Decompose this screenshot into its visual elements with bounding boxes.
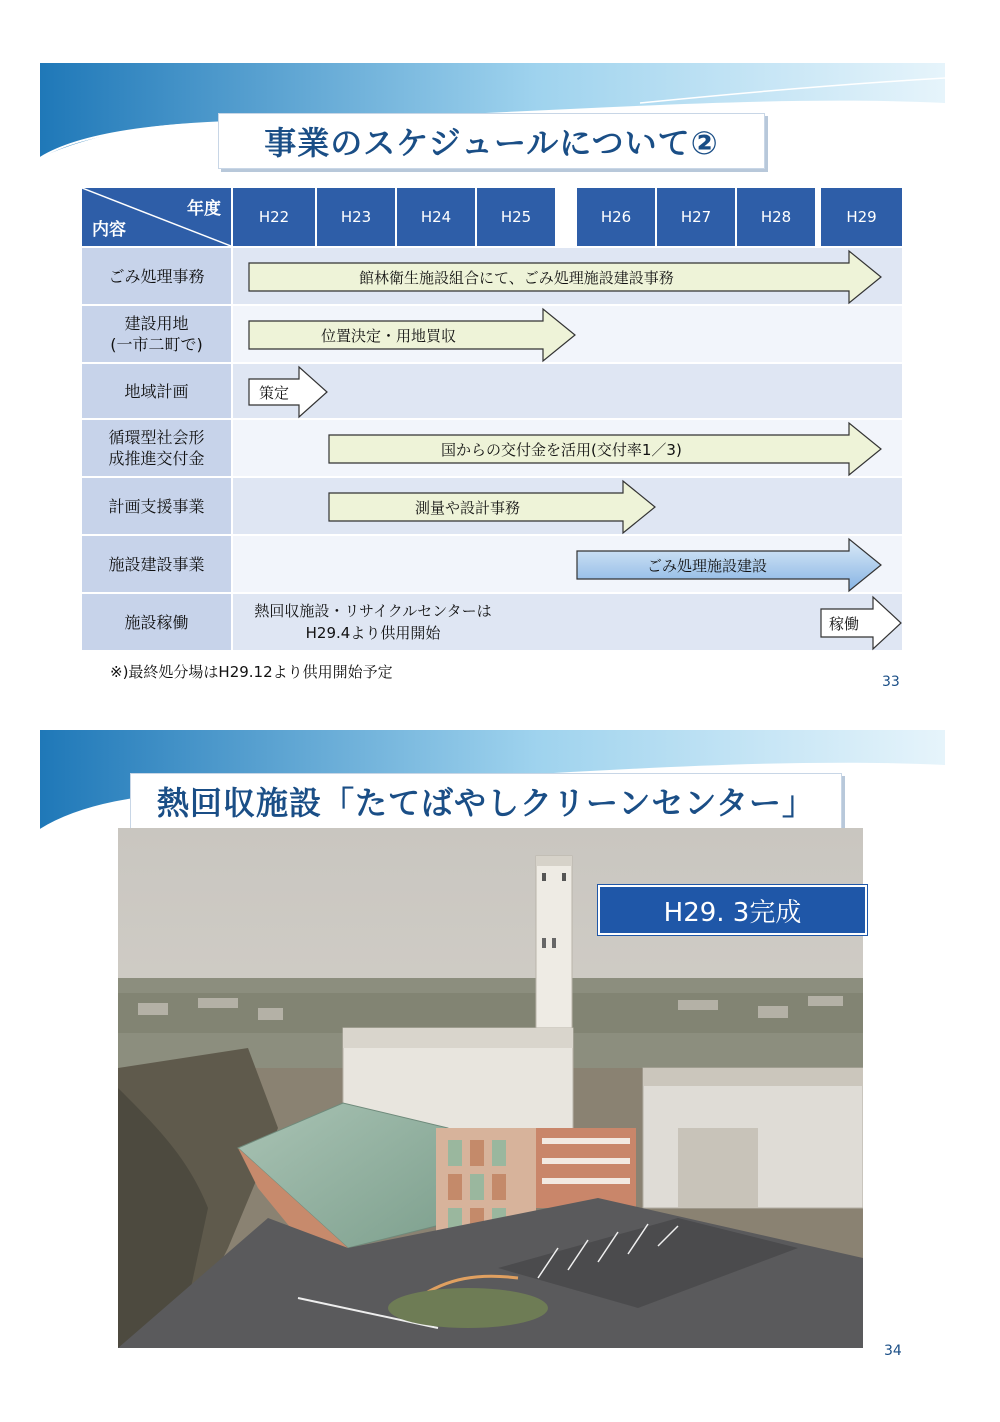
arrow-label: 館林衛生施設組合にて、ごみ処理施設建設事務	[359, 268, 674, 287]
row-label: 施設稼働	[82, 594, 231, 652]
slide-title: 事業のスケジュールについて②	[264, 124, 719, 162]
row-label: ごみ処理事務	[82, 248, 231, 306]
schedule-arrow	[329, 481, 655, 533]
footnote: ※)最終処分場はH29.12より供用開始予定	[110, 663, 393, 681]
slide-title: 熱回収施設「たてばやしクリーンセンター」	[156, 784, 816, 822]
corner-year-label: 年度	[187, 199, 221, 219]
schedule-arrow	[249, 251, 881, 303]
year-header-h24: H24	[395, 188, 475, 246]
row-timeline	[233, 478, 902, 536]
page-number: 33	[882, 674, 900, 690]
row-label: 施設建設事業	[82, 536, 231, 594]
year-header-h27: H27	[655, 188, 735, 246]
table-row	[82, 420, 902, 478]
arrow-label: ごみ処理施設建設	[647, 556, 768, 575]
schedule-arrow	[249, 309, 575, 361]
arrow-label: 策定	[259, 383, 290, 402]
slide-facility	[0, 720, 1000, 1420]
slide-title-box	[130, 773, 842, 829]
arrow-label: 測量や設計事務	[415, 498, 521, 517]
operation-note-line2: H29.4より供用開始	[305, 624, 441, 642]
table-row	[82, 306, 902, 364]
year-header-h29: H29	[819, 188, 902, 246]
table-row	[82, 478, 902, 536]
operation-note-line1: 熱回収施設・リサイクルセンターは	[254, 602, 492, 620]
row-label: 建設用地 (一市二町で)	[82, 306, 231, 364]
arrow-label: 国からの交付金を活用(交付率1／3)	[441, 440, 682, 459]
completion-caption: H29. 3完成	[598, 885, 867, 935]
operation-note	[223, 594, 523, 650]
year-header-h23: H23	[315, 188, 395, 246]
year-header-h26: H26	[575, 188, 655, 246]
row-timeline	[233, 364, 902, 420]
header-corner	[82, 188, 231, 246]
row-timeline	[233, 594, 902, 652]
table-row	[82, 248, 902, 306]
year-header-h22: H22	[231, 188, 315, 246]
year-header-h28: H28	[735, 188, 815, 246]
row-label: 計画支援事業	[82, 478, 231, 536]
corner-content-label: 内容	[92, 220, 126, 240]
schedule-table	[82, 188, 902, 653]
arrow-label: 稼働	[829, 614, 860, 633]
arrow-label: 位置決定・用地買収	[321, 326, 457, 345]
row-timeline	[233, 248, 902, 306]
row-timeline	[233, 536, 902, 594]
table-row	[82, 364, 902, 420]
row-timeline	[233, 420, 902, 478]
page-number: 34	[884, 1343, 902, 1359]
schedule-arrow	[577, 539, 881, 591]
table-row	[82, 594, 902, 652]
schedule-arrow	[821, 597, 901, 649]
row-label: 循環型社会形 成推進交付金	[82, 420, 231, 478]
row-timeline	[233, 306, 902, 364]
slide-schedule	[0, 0, 1000, 710]
slide-title-box	[218, 113, 765, 169]
table-row	[82, 536, 902, 594]
schedule-arrow	[329, 423, 881, 475]
row-label: 地域計画	[82, 364, 231, 420]
year-header-h25: H25	[475, 188, 555, 246]
schedule-arrow	[249, 367, 327, 417]
